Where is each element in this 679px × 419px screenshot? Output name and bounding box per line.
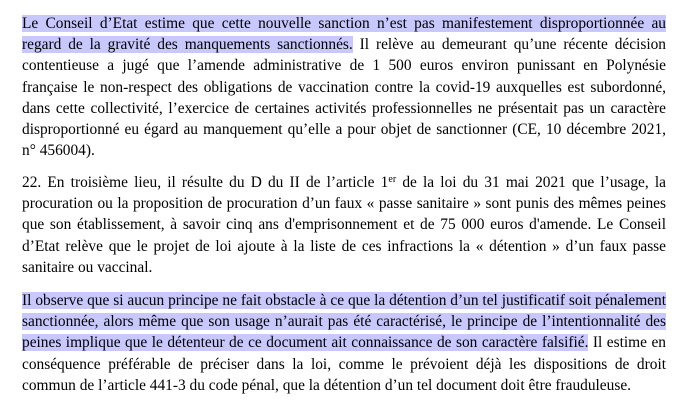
highlighted-text: Il observe que si aucun principe ne fait obstacle à ce que la détention d’un tel justificatif soit pénalement sanctionnée, alors même que son usage n’aurait pas été caractérisé, le principe de l’intentionnalité des peines implique que le détenteur de ce document ait connaissance de son caractère falsifié. — [22, 292, 666, 352]
paragraph-text: Il estime en conséquence préférable de préciser dans la loi, comme le prévoient déjà les dispositions de droit commun de l’article 441-3 du code pénal, que la détention d’un tel document doit être frauduleuse. — [22, 334, 666, 394]
highlighted-text: Le Conseil d’Etat estime que cette nouvelle sanction n’est pas manifestement disproportionnée au regard de la gravité des manquements sanctionnés. — [22, 15, 666, 54]
paragraph-text: 22. En troisième lieu, il résulte du D du II de l’article 1 — [22, 174, 389, 191]
paragraph-sanction-proportionality — [22, 13, 666, 161]
ordinal-superscript: er — [388, 174, 397, 185]
paragraph-text: de la loi du 31 mai 2021 que l’usage, la procuration ou la proposition de procuration d’un faux « passe sanitaire » sont punis des mêmes peines que son établissement, à savoir cinq ans d'emprisonnement et de 75 000 euros d'amende. Le Conseil d’Etat relève que le projet de loi ajoute à la liste de ces infractions la « détention » d’un faux passe sanitaire ou vaccinal. — [22, 174, 666, 276]
paragraph-22-false-pass — [22, 172, 666, 278]
paragraph-intentionality — [22, 290, 666, 396]
paragraph-text: Il relève au demeurant qu’une récente décision contentieuse a jugé que l’amende administrative de 1 500 euros environ punissant en Polynésie française le non-respect des obligations de vaccination contre la covid-19 auxquelles est subordonné, dans cette collectivité, l’exercice de certaines activités professionnelles ne présentait pas un caractère disproportionné eu égard au manquement qu’elle a pour objet de sanctionner (CE, 10 décembre 2021, n° 456004). — [22, 36, 666, 160]
